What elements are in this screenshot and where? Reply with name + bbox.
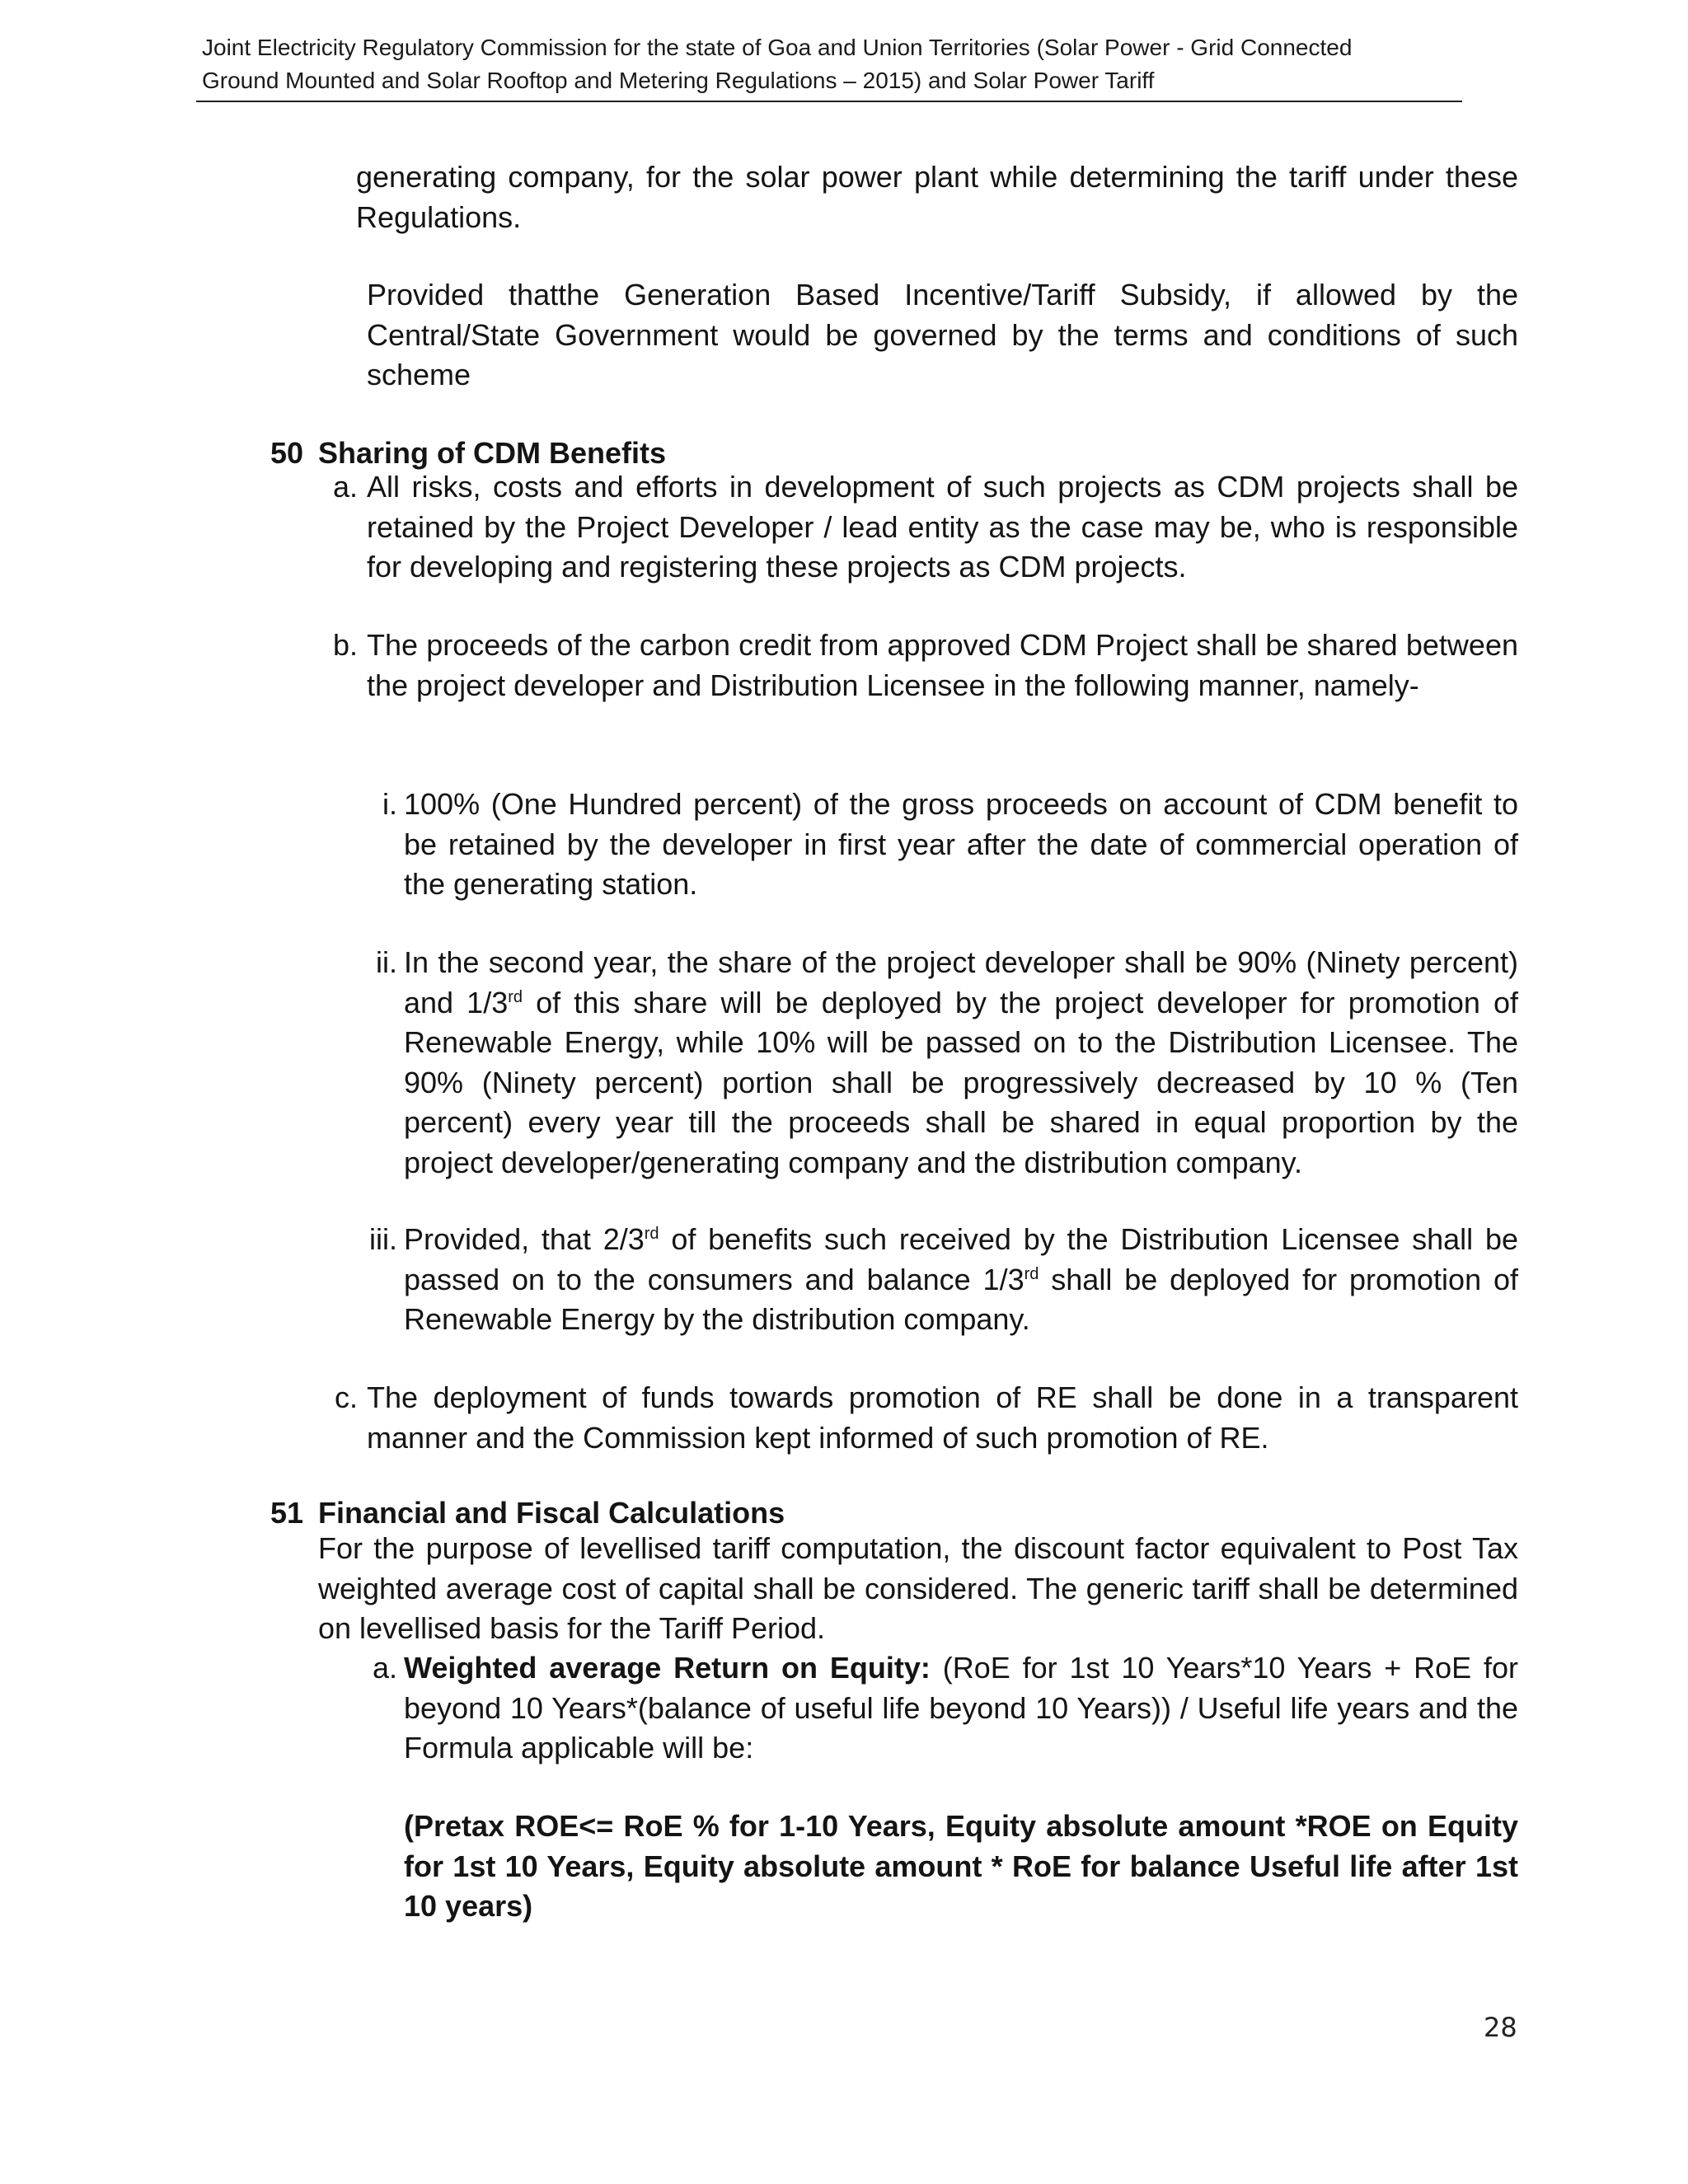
section-51-number: 51 <box>270 1496 304 1530</box>
item-b-marker: b. <box>332 628 358 662</box>
item-51a-marker: a. <box>372 1651 397 1685</box>
item-a-text: All risks, costs and efforts in development of such projects as CDM projects shall be retained by the Project Developer / lead entity as the case may be, who is responsible for developing and registering these projects as CDM projects. <box>367 470 1518 583</box>
item-i-text: 100% (One Hundred percent) of the gross proceeds on account of CDM benefit to be retained by the developer in first year after the date of commercial operation of the generating station. <box>404 787 1518 901</box>
proviso-paragraph: Provided thatthe Generation Based Incentive/Tariff Subsidy, if allowed by the Central/State Government would be governed by the terms and conditions of such scheme <box>367 278 1518 391</box>
item-b-text: The proceeds of the carbon credit from approved CDM Project shall be shared between the project developer and Distribution Licensee in the following manner, namely- <box>367 628 1518 702</box>
roe-formula: (Pretax ROE<= RoE % for 1-10 Years, Equity absolute amount *ROE on Equity for 1st 10 Years, Equity absolute amount * RoE for balance Useful life after 1st 10 years) <box>404 1809 1518 1923</box>
roe-label: Weighted average Return on Equity: <box>404 1651 931 1685</box>
page-number: 28 <box>1484 2012 1517 2043</box>
section-51-intro: For the purpose of levellised tariff computation, the discount factor equivalent to Post Tax weighted average cost of capital shall be considered. The generic tariff shall be determined on levellised basis for the Tariff Period. <box>318 1531 1518 1645</box>
item-ii-marker: ii. <box>376 945 397 979</box>
item-c-marker: c. <box>334 1380 358 1414</box>
item-ii-text: In the second year, the share of the project developer shall be 90% (Ninety percent) and 1/3rd of this share will be deployed by the project developer for promotion of Renewable Energy, while 10% will be passed on to the Distribution Licensee. The 90% (Ninety percent) portion shall be progressively decreased by 10 % (Ten percent) every year till the proceeds shall be shared in equal proportion by the project developer/generating company and the distribution company. <box>404 945 1518 1179</box>
header-line-1: Joint Electricity Regulatory Commission for the state of Goa and Union Territories (Solar Power - Grid Connected <box>202 35 1353 60</box>
header-line-2: Ground Mounted and Solar Rooftop and Metering Regulations – 2015) and Solar Power Tariff <box>202 68 1155 93</box>
item-i-marker: i. <box>382 787 397 821</box>
section-50-number: 50 <box>270 436 304 470</box>
section-50-title: Sharing of CDM Benefits <box>318 436 667 470</box>
section-51-title: Financial and Fiscal Calculations <box>318 1496 785 1530</box>
item-iii-text: Provided, that 2/3rd of benefits such received by the Distribution Licensee shall be passed on to the consumers and balance 1/3rd shall be deployed for promotion of Renewable Energy by the distribution company. <box>404 1222 1518 1336</box>
continuation-paragraph: generating company, for the solar power plant while determining the tariff under these Regulations. <box>356 160 1518 234</box>
item-iii-marker: iii. <box>369 1222 397 1256</box>
item-c-text: The deployment of funds towards promotion of RE shall be done in a transparent manner and the Commission kept informed of such promotion of RE. <box>367 1380 1518 1455</box>
item-a-marker: a. <box>332 470 358 504</box>
header-rule <box>196 101 1462 102</box>
running-header <box>202 31 1461 97</box>
item-51a-text: Weighted average Return on Equity: (RoE for 1st 10 Years*10 Years + RoE for beyond 10 Years*(balance of useful life beyond 10 Years)) / Useful life years and the Formula applicable will be: <box>404 1651 1518 1765</box>
